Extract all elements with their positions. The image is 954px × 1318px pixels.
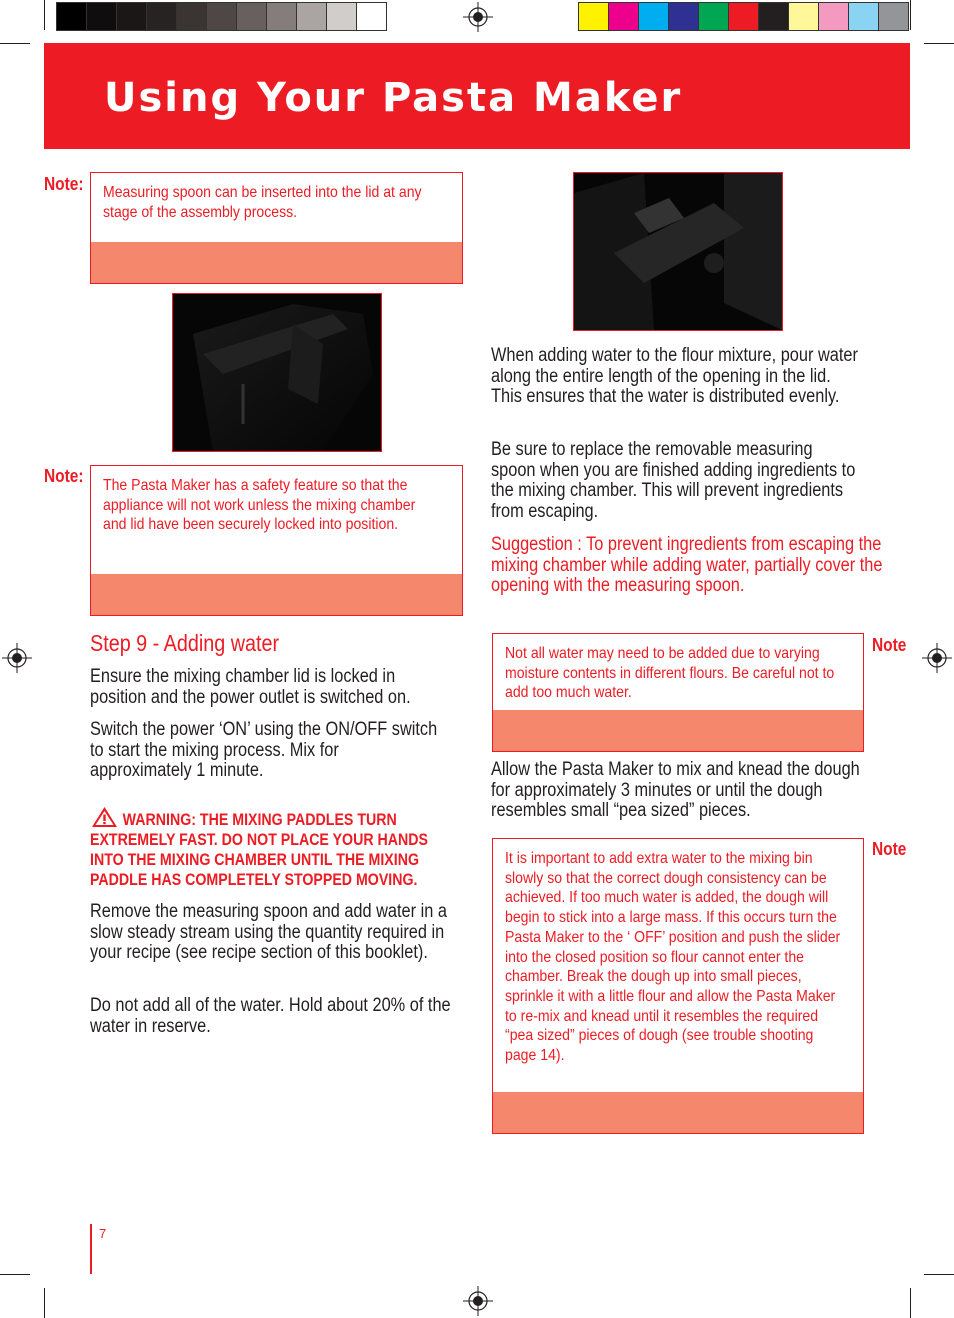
color-swatch [669,3,699,30]
body-paragraph: Ensure the mixing chamber lid is locked in position and the power outlet is switched on. [90,666,411,708]
warning-text: WARNING: THE MIXING PADDLES TURN EXTREMELY FAST. DO NOT PLACE YOUR HANDS INTO THE MIXING CHAMBER UNTIL THE MIXING PADDLE HAS COMPLETELY STOPPED MOVING. [90,811,428,889]
pasta-maker-opening-photo [573,172,783,331]
note-text: It is important to add extra water to the mixing bin slowly so that the correct dough consistency can be achieved. If too much water is added, the dough will begin to stick into a large mass. If this occurs turn the Pasta Maker to the ‘ OFF’ position and push the slider into the closed position so flour cannot enter the chamber. Break the dough up into small pieces, sprinkle it with a little flour and allow the Pasta Maker to re-mix and knead until it resembles the required “pea sized” pieces of dough (see trouble shooting page 14). [505,850,841,1065]
color-swatch [267,3,297,30]
body-paragraph: Remove the measuring spoon and add water in a slow steady stream using the quantity required in your recipe (see recipe section of this booklet). [90,901,447,963]
note-text: The Pasta Maker has a safety feature so that the appliance will not work unless the mixing chamber and lid have been securely locked into position. [103,477,416,534]
body-paragraph: When adding water to the flour mixture, pour water along the entire length of the opening in the lid. This ensures that the water is distributed evenly. [491,345,858,407]
color-swatch [87,3,117,30]
note-box [492,838,864,1134]
color-swatch [729,3,759,30]
color-swatch [357,3,386,30]
note-label: Note: [44,174,84,194]
color-swatch [819,3,849,30]
body-paragraph: Do not add all of the water. Hold about 20% of the water in reserve. [90,995,451,1037]
color-swatch [699,3,729,30]
page-title: Using Your Pasta Maker [104,75,683,121]
note-strip [493,1092,863,1133]
registration-mark-icon [2,643,32,673]
color-swatch [579,3,609,30]
crop-mark [44,0,45,30]
color-swatch [237,3,267,30]
note-label: Note: [44,466,84,486]
registration-mark-icon [463,2,493,32]
crop-mark [910,0,911,30]
color-swatch [849,3,879,30]
body-paragraph: Allow the Pasta Maker to mix and knead the dough for approximately 3 minutes or until the dough resembles small “pea sized” pieces. [491,759,860,821]
note-label: Note [872,635,907,655]
note-box [492,633,864,752]
crop-mark [910,1288,911,1318]
note-strip [493,710,863,751]
note-strip [91,574,462,615]
note-box [90,172,463,284]
page-number-rule [90,1224,92,1274]
note-label: Note [872,839,907,859]
color-swatch [609,3,639,30]
process-color-bar [578,2,909,31]
page-number: 7 [99,1226,107,1241]
step-heading: Step 9 - Adding water [90,630,280,656]
note-box [90,465,463,616]
color-swatch [117,3,147,30]
page-header [44,43,910,149]
pasta-maker-lid-photo [172,293,382,452]
registration-mark-icon [463,1286,493,1316]
suggestion-text: Suggestion : To prevent ingredients from escaping the mixing chamber while adding water, partially cover the opening with the measuring spoon. [491,534,883,596]
color-swatch [327,3,357,30]
crop-mark [44,1288,45,1318]
registration-mark-icon [922,643,952,673]
crop-mark [924,1274,954,1275]
color-swatch [789,3,819,30]
color-swatch [639,3,669,30]
gray-color-bar [56,2,387,31]
color-swatch [207,3,237,30]
note-strip [91,242,462,283]
color-swatch [759,3,789,30]
crop-mark [924,43,954,44]
note-text: Measuring spoon can be inserted into the lid at any stage of the assembly process. [103,184,422,221]
color-swatch [879,3,908,30]
color-swatch [147,3,177,30]
color-swatch [57,3,87,30]
note-text: Not all water may need to be added due to varying moisture contents in different flours. Be careful not to add too much water. [505,645,835,702]
body-paragraph: Be sure to replace the removable measuring spoon when you are finished adding ingredients to the mixing chamber. This will prevent ingredients from escaping. [491,439,856,522]
crop-mark [0,1274,30,1275]
color-swatch [297,3,327,30]
crop-mark [0,43,30,44]
body-paragraph: Switch the power ‘ON’ using the ON/OFF switch to start the mixing process. Mix for approximately 1 minute. [90,719,438,781]
color-swatch [177,3,207,30]
